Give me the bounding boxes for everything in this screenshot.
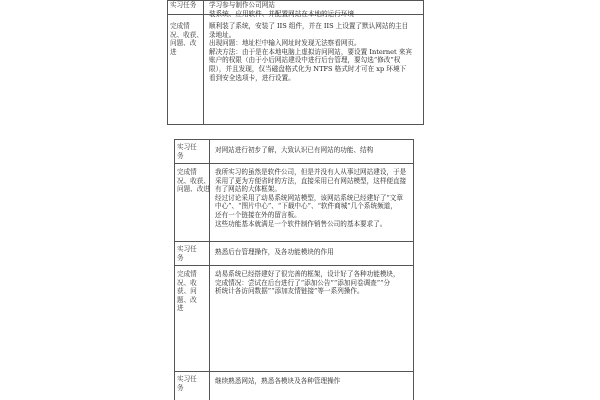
content-line: 装系统、应用软件、并配置网站在本地的运行环境 [209, 9, 355, 18]
content-line: 经过讨论采用了动易系统网站模型，该网站系统已经建好了“文章 [215, 193, 403, 202]
label-line: 况、收 [177, 278, 197, 287]
content-line: 熟悉后台管理操作，及各功能模块的作用 [215, 248, 334, 256]
content-line: 中心”、“图片中心”、“下载中心”、“软件商城”几个系统频道， [215, 202, 397, 211]
table-2-row-divider [174, 265, 414, 266]
label-line: 题、改 [177, 295, 197, 304]
label-line: 务 [177, 151, 184, 160]
label-line: 实习任 [177, 143, 197, 151]
content-line: 限），并且发现，仅当磁盘格式化为 NTFS 格式时才可在 xp 环境下 [209, 64, 407, 73]
table-2-row-2-content [211, 166, 413, 240]
table-2-row-2-label [174, 166, 210, 206]
table-1-row-1-content [205, 0, 423, 20]
label-line: 问题、改 [170, 39, 197, 48]
label-line: 完成情 [170, 22, 190, 30]
label-line: 完成情 [177, 270, 197, 278]
table-2-row-divider [174, 241, 414, 242]
content-line: 录地址。 [209, 30, 236, 39]
table-2-row-4-label [174, 268, 210, 318]
table-1-row-2-content [205, 20, 423, 124]
content-line: 采用了更为方便省时的方法，直接采用已有网站模型，这样便直接 [215, 176, 407, 185]
content-line: 账户的权限（由于小后网站建设中进行后台管理，要勾选“修改”权 [209, 56, 401, 65]
label-line: 问题、改进 [177, 185, 210, 194]
content-line: 完成情况：尝试在后台进行了“添加公告”“添加问卷调查”“分 [215, 278, 391, 287]
label-line: 获、问 [177, 287, 197, 296]
label-line: 完成情 [177, 168, 197, 176]
label-line: 进 [170, 47, 177, 56]
content-line: 看到安全选项卡，进行设置。 [209, 73, 295, 82]
label-line: 务 [177, 383, 184, 392]
table-2-row-1-label [174, 141, 210, 163]
table-2-row-3-content [211, 246, 413, 264]
content-line: 学习参与制作公司网站 [209, 1, 275, 9]
table-2-row-1-content [211, 144, 413, 162]
table-2-row-divider [174, 163, 414, 164]
label-line: 务 [177, 253, 184, 262]
content-line: 出现问题：地址栏中输入网址时发现无法察看网页。 [209, 39, 361, 48]
content-line: 有了网站的大体框架。 [215, 185, 281, 194]
content-line: 我所实习的虽然是软件公司，但是并没有人从事过网站建设，于是 [215, 168, 407, 176]
content-line: 析统计各访问数据”“添加友情链接”等一系列操作。 [215, 287, 364, 296]
content-line: 继续熟悉网站，熟悉各模块及各种管理操作 [215, 377, 341, 385]
label-line: 实习任务 [170, 1, 197, 9]
label-line: 进 [177, 304, 184, 313]
content-line: 对网站进行初步了解，大致认识已有网站的功能、结构 [215, 146, 374, 154]
content-line: 解决方法：由于是在本地电脑上虚拟访问网站，要设置 Internet 来宾 [209, 47, 412, 56]
table-2-row-5-label [174, 373, 210, 397]
label-line: 实习任 [177, 375, 197, 383]
table-2-row-4-content [211, 268, 413, 308]
table-2-row-3-label [174, 243, 210, 265]
label-line: 况、收获、 [170, 30, 203, 39]
label-line: 况、收获、 [177, 176, 210, 185]
table-2-row-5-content [211, 375, 413, 393]
content-line: 顺利装了系统，安装了 IIS 组件，并在 IIS 上设置了默认网站的主目 [209, 22, 409, 30]
content-line: 这些功能基本就满足一个软件制作销售公司的基本要求了。 [215, 219, 387, 228]
content-line: 还有一个链接在外的留言板。 [215, 210, 301, 219]
table-1-row-1-label [167, 0, 204, 14]
content-line: 动易系统已经搭建好了很完善的框架，设计好了各种功能模块， [215, 270, 400, 278]
table-1-row-2-label [167, 20, 204, 80]
label-line: 实习任 [177, 245, 197, 253]
table-2-row-divider [174, 371, 414, 372]
